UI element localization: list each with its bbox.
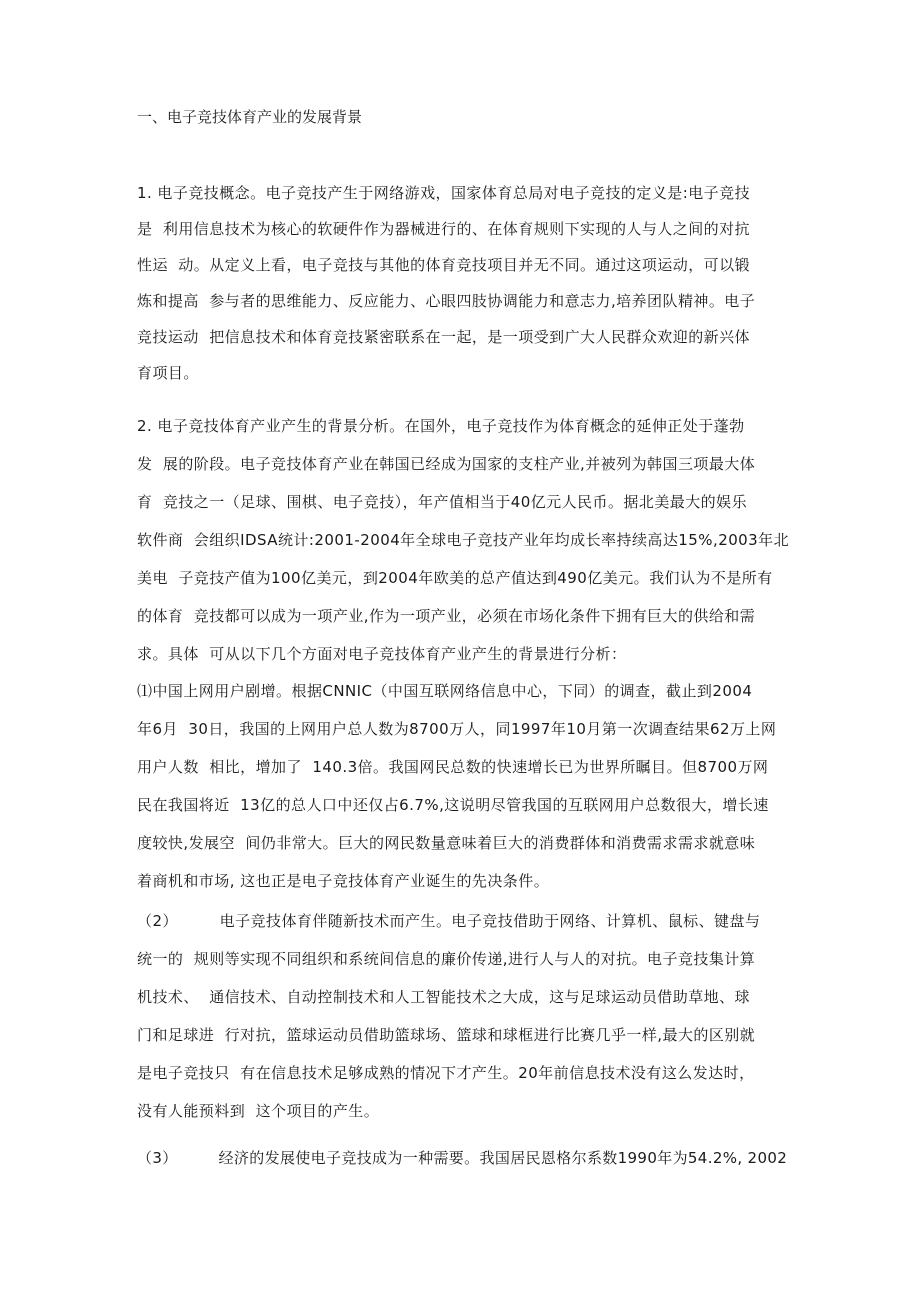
paragraph-line: 的体育 竞技都可以成为一项产业,作为一项产业，必须在市场化条件下拥有巨大的供给和需	[137, 607, 756, 625]
paragraph-line: 竞技运动 把信息技术和体育竞技紧密联系在一起，是一项受到广大人民群众欢迎的新兴体	[137, 328, 750, 346]
paragraph-line: 美电 子竞技产值为100亿美元，到2004年欧美的总产值达到490亿美元。我们认为不是所有	[137, 569, 773, 587]
section-heading: 一、电子竞技体育产业的发展背景	[137, 108, 363, 126]
paragraph-line: 年6月 30日，我国的上网用户总人数为8700万人，同1997年10月第一次调查结果62万上网	[137, 720, 777, 738]
paragraph-line: 2. 电子竞技体育产业产生的背景分析。在国外，电子竞技作为体育概念的延伸正处于蓬勃	[137, 417, 745, 435]
paragraph-line: 用户人数 相比，增加了 140.3倍。我国网民总数的快速增长已为世界所瞩目。但8700万网	[137, 758, 769, 776]
paragraph-line: 度较快,发展空 间仍非常大。巨大的网民数量意味着巨大的消费群体和消费需求需求就意味	[137, 834, 756, 852]
paragraph-line: 炼和提高 参与者的思维能力、反应能力、心眼四肢协调能力和意志力,培养团队精神。电子	[137, 292, 756, 310]
paragraph-line: 是 利用信息技术为核心的软硬件作为器械进行的、在体育规则下实现的人与人之间的对抗	[137, 220, 750, 238]
paragraph-line: 没有人能预料到 这个项目的产生。	[137, 1102, 380, 1120]
paragraph-line: 软件商 会组织IDSA统计:2001-2004年全球电子竞技产业年均成长率持续高达15%,2003年北	[137, 531, 790, 549]
paragraph-line: 统一的 规则等实现不同组织和系统间信息的廉价传递,进行人与人的对抗。电子竞技集计算	[137, 950, 756, 968]
paragraph-line: 育项目。	[137, 364, 199, 382]
paragraph-line: 民在我国将近 13亿的总人口中还仅占6.7%,这说明尽管我国的互联网用户总数很大，增长速	[137, 796, 769, 814]
paragraph-line: 育 竞技之一（足球、围棋、电子竞技），年产值相当于40亿元人民币。据北美最大的娱乐	[137, 493, 748, 511]
paragraph-line: 求。具体 可从以下几个方面对电子竞技体育产业产生的背景进行分析：	[137, 645, 627, 663]
paragraph-line: 发 展的阶段。电子竞技体育产业在韩国已经成为国家的支柱产业,并被列为韩国三项最大体	[137, 455, 756, 473]
paragraph-line: 1. 电子竞技概念。电子竞技产生于网络游戏，国家体育总局对电子竞技的定义是:电子竞技	[137, 184, 751, 202]
paragraph-line: 着商机和市场, 这也正是电子竞技体育产业诞生的先决条件。	[137, 872, 550, 890]
paragraph-line: 门和足球进 行对抗，篮球运动员借助篮球场、篮球和球框进行比赛几乎一样,最大的区别就	[137, 1026, 756, 1044]
paragraph-line: 机技术、 通信技术、自动控制技术和人工智能技术之大成，这与足球运动员借助草地、球	[137, 988, 750, 1006]
paragraph-line: 是电子竞技只 有在信息技术足够成熟的情况下才产生。20年前信息技术没有这么发达时，	[137, 1064, 755, 1082]
paragraph-line: （3） 经济的发展使电子竞技成为一种需要。我国居民恩格尔系数1990年为54.2%, 2002	[137, 1149, 788, 1167]
paragraph-line: ⑴中国上网用户剧增。根据CNNIC（中国互联网络信息中心，下同）的调查，截止到2004	[137, 682, 753, 700]
paragraph-line: （2） 电子竞技体育伴随新技术而产生。电子竞技借助于网络、计算机、鼠标、键盘与	[137, 912, 761, 930]
paragraph-line: 性运 动。从定义上看，电子竞技与其他的体育竞技项目并无不同。通过这项运动，可以锻	[137, 256, 750, 274]
